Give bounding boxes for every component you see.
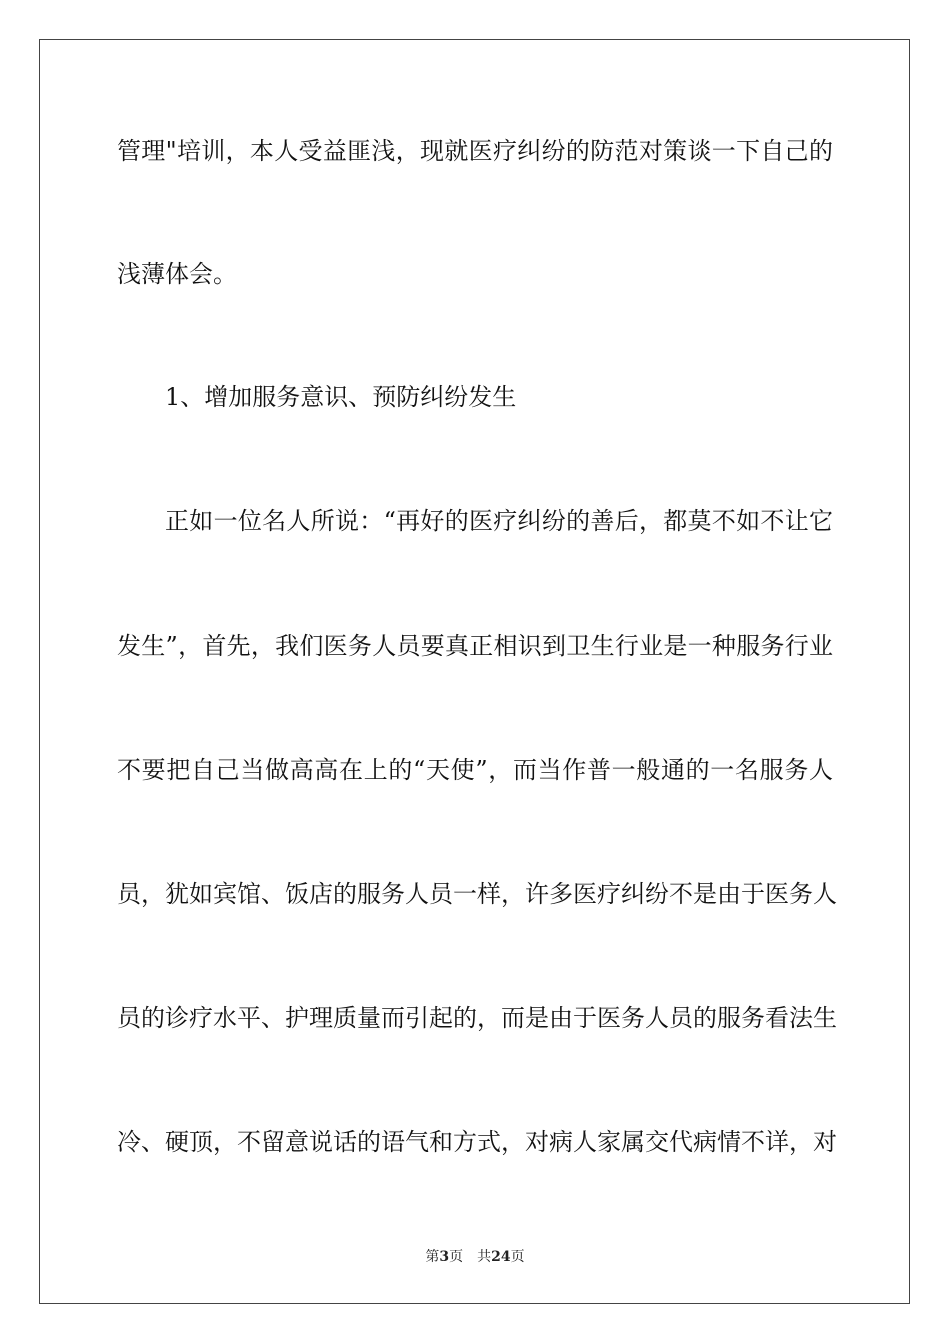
body-text-line: 浅薄体会。: [117, 260, 237, 288]
body-text-line: 正如一位名人所说：“再好的医疗纠纷的善后，都莫不如不让它: [165, 507, 833, 535]
page-frame: [39, 39, 910, 1304]
body-text-line: 员的诊疗水平、护理质量而引起的，而是由于医务人员的服务看法生: [117, 1004, 837, 1032]
body-text-line: 管理"培训，本人受益匪浅，现就医疗纠纷的防范对策谈一下自己的: [117, 137, 833, 165]
page-footer: [0, 1248, 950, 1266]
body-text-line: 冷、硬顶，不留意说话的语气和方式，对病人家属交代病情不详，对: [117, 1128, 837, 1156]
body-text-line: 发生”，首先，我们医务人员要真正相识到卫生行业是一种服务行业: [117, 632, 833, 660]
total-prefix: 共: [477, 1249, 492, 1265]
body-text-line: 不要把自己当做高高在上的“天使”，而当作普一般通的一名服务人: [117, 756, 833, 784]
section-heading: 1、增加服务意识、预防纠纷发生: [165, 383, 517, 411]
body-text-line: 员，犹如宾馆、饭店的服务人员一样，许多医疗纠纷不是由于医务人: [117, 880, 837, 908]
page-prefix: 第: [425, 1249, 440, 1265]
page-number: 3: [439, 1249, 450, 1265]
total-pages: 24: [491, 1249, 511, 1265]
page-suffix: 页: [449, 1249, 464, 1265]
total-suffix: 页: [510, 1249, 525, 1265]
